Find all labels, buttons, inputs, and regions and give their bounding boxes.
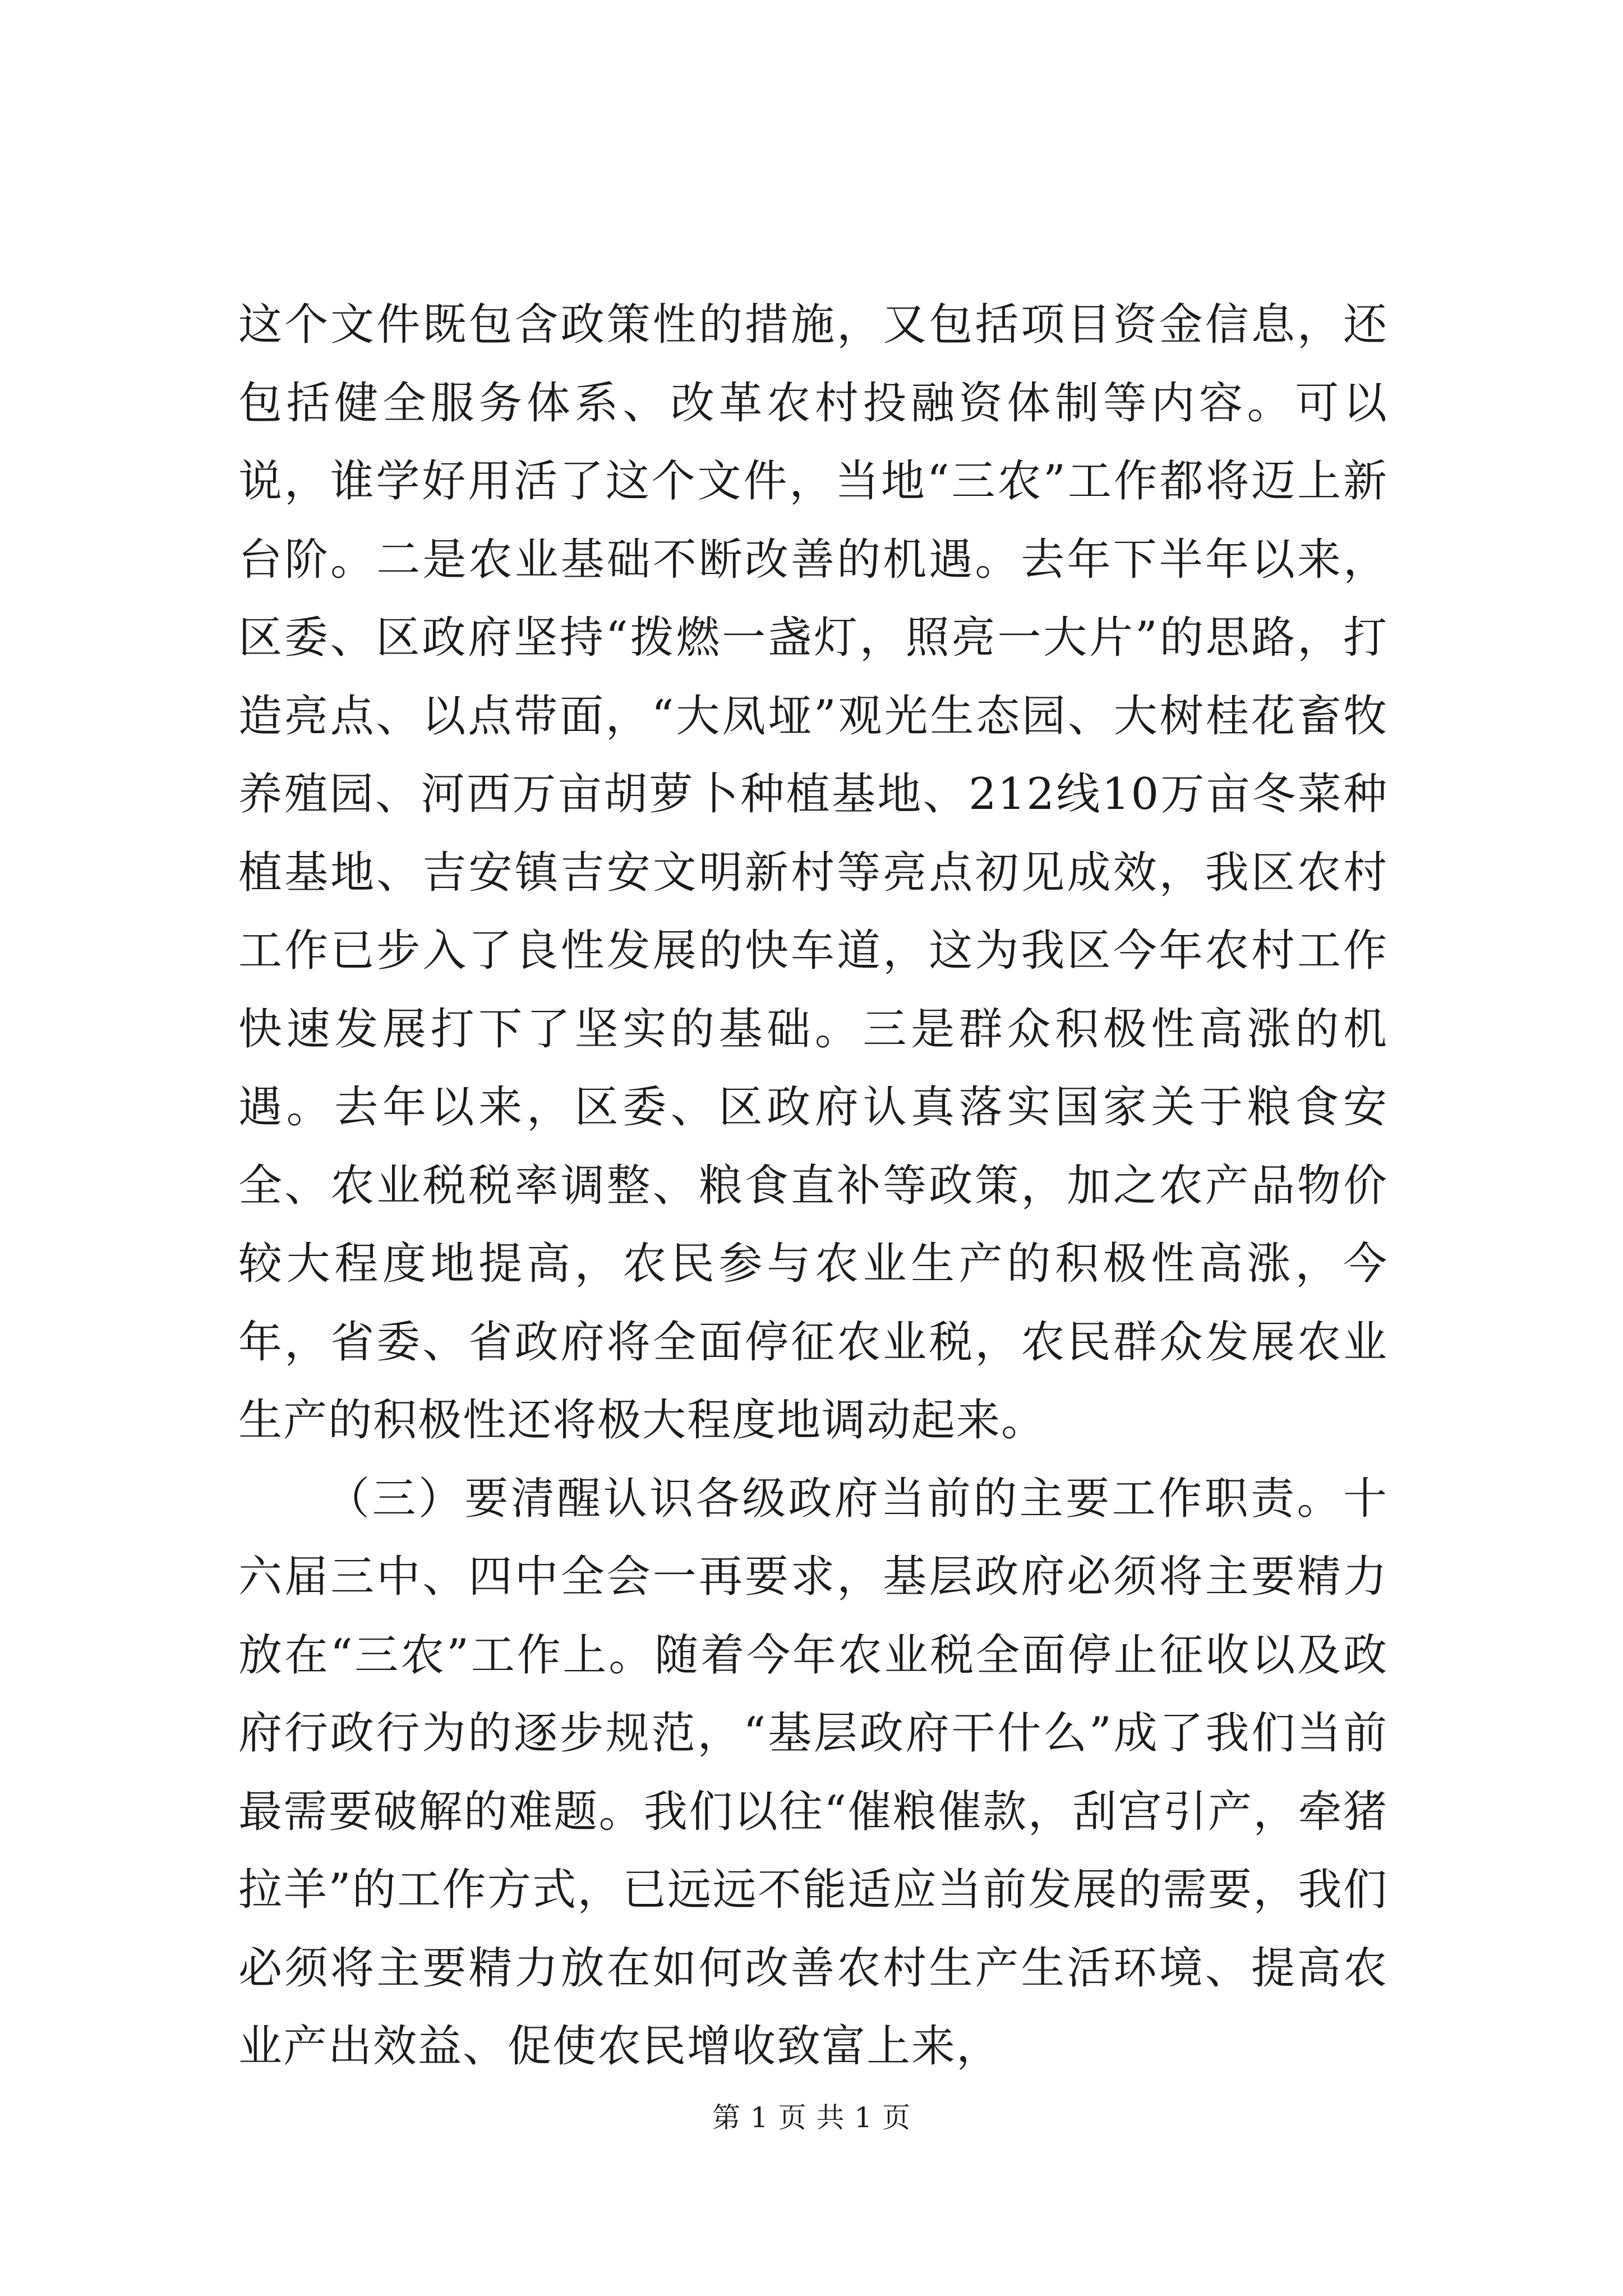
paragraph-opportunities: 这个文件既包含政策性的措施，又包括项目资金信息，还包括健全服务体系、改革农村投融资体制等内容。可以说，谁学好用活了这个文件，当地“三农”工作都将迈上新台阶。二是农业基础不断改善的机遇。去年下半年以来，区委、区政府坚持“拨燃一盏灯，照亮一大片”的思路，打造亮点、以点带面，“大凤垭”观光生态园、大树桂花畜牧养殖园、河西万亩胡萝卜种植基地、212线10万亩冬菜种植基地、吉安镇吉安文明新村等亮点初见成效，我区农村工作已步入了良性发展的快车道，这为我区今年农村工作快速发展打下了坚实的基础。三是群众积极性高涨的机遇。去年以来，区委、区政府认真落实国家关于粮食安全、农业税税率调整、粮食直补等政策，加之农产品物价较大程度地提高，农民参与农业生产的积极性高涨，今年，省委、省政府将全面停征农业税，农民群众发展农业生产的积极性还将极大程度地调动起来。 <box>238 300 1388 1446</box>
page-footer: 第 1 页 共 1 页 <box>712 2101 911 2134</box>
paragraph-government-duties: （三）要清醒认识各级政府当前的主要工作职责。十六届三中、四中全会一再要求，基层政府必须将主要精力放在“三农”工作上。随着今年农业税全面停止征收以及政府行政行为的逐步规范，“基层政府干什么”成了我们当前最需要破解的难题。我们以往“催粮催款，刮宫引产，牵猪拉羊”的工作方式，已远远不能适应当前发展的需要，我们必须将主要精力放在如何改善农村生产生活环境、提高农业产出效益、促使农民增收致富上来， <box>238 1473 1388 2072</box>
document-body <box>238 286 1388 2086</box>
